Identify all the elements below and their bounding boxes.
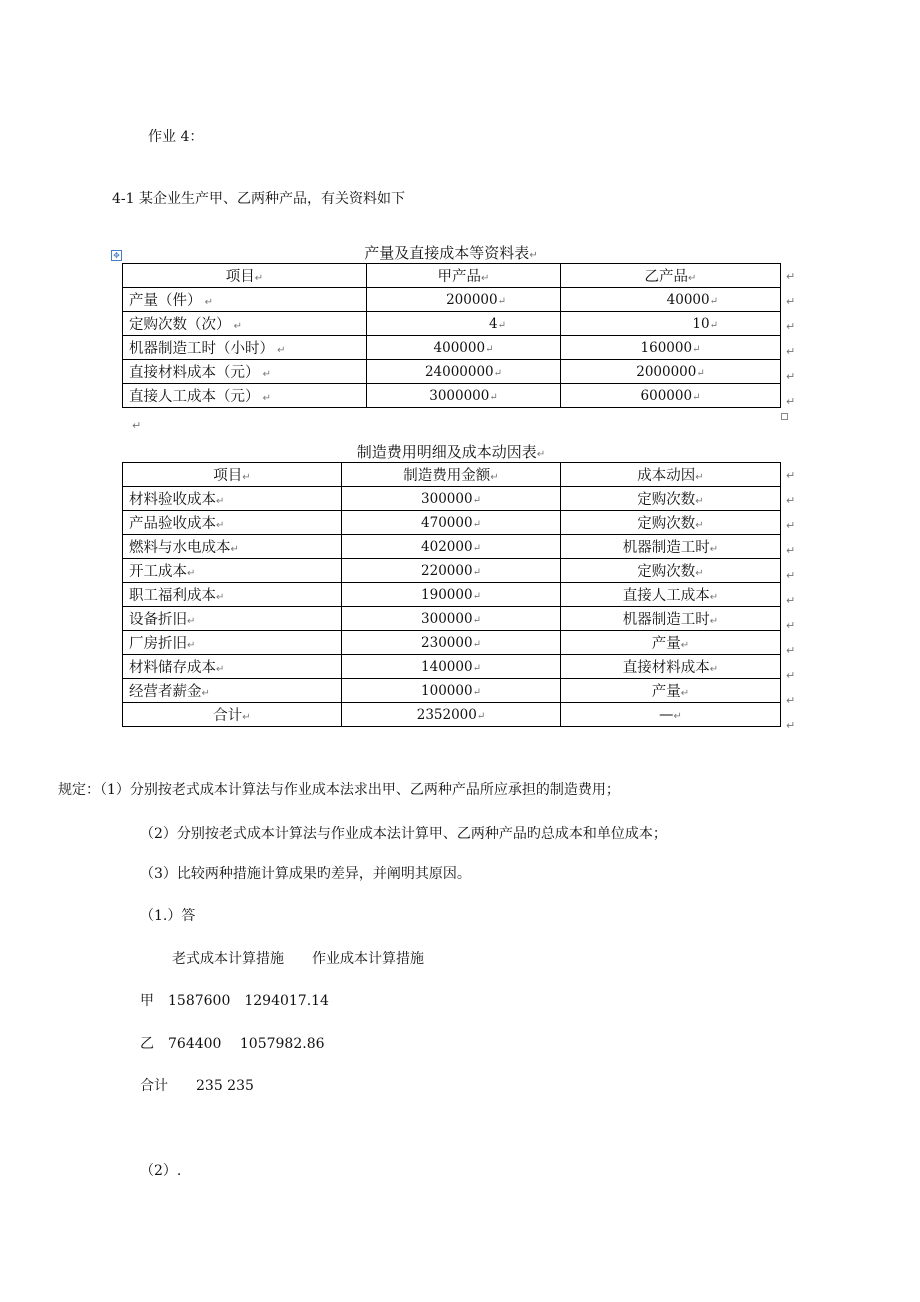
row-end-mark: ↵ [786,594,796,607]
row-end-mark: ↵ [786,669,796,682]
row-end-mark: ↵ [786,370,796,383]
table-cell: 402000↵ [342,535,561,559]
table1 [122,263,781,408]
table2 [122,462,781,727]
table1-title: 产量及直接成本等资料表↵ [364,244,538,262]
requirement-1: 规定：（1）分别按老式成本计算法与作业成本法求出甲、乙两种产品所应承担的制造费用； [58,782,620,798]
table-row [123,312,781,336]
table-resize-handle-icon[interactable] [781,413,788,420]
table-cell: 400000↵ [367,336,561,360]
table-cell: 300000↵ [342,487,561,511]
table-cell: 200000↵ [367,288,561,312]
row-end-mark: ↵ [786,694,796,707]
table-cell: 140000↵ [342,655,561,679]
table-cell: —↵ [561,703,781,727]
table-cell: 开工成本↵ [123,559,342,583]
table-row [123,384,781,408]
table-cell: 3000000↵ [367,384,561,408]
table2-header-item: 项目↵ [123,463,342,487]
table-cell: 230000↵ [342,631,561,655]
paragraph-mark-icon: ↵ [529,250,538,261]
table-row [123,631,781,655]
row-end-mark: ↵ [786,345,796,358]
table-cell: 40000↵ [561,288,781,312]
table-move-handle-icon[interactable]: ✥ [111,250,122,261]
table-cell: 定购次数↵ [561,487,781,511]
table-cell: 燃料与水电成本↵ [123,535,342,559]
table-cell: 材料验收成本↵ [123,487,342,511]
table-cell: 4↵ [367,312,561,336]
table-cell: 300000↵ [342,607,561,631]
table1-header-jia: 甲产品↵ [367,264,561,288]
table-row [123,487,781,511]
table-cell: 定购次数（次） ↵ [123,312,367,336]
table1-header-item: 项目↵ [123,264,367,288]
table-cell: 机器制造工时（小时） ↵ [123,336,367,360]
table-cell: 470000↵ [342,511,561,535]
table-cell: 经营者薪金↵ [123,679,342,703]
row-end-mark: ↵ [786,270,796,283]
table-cell: 220000↵ [342,559,561,583]
table2-header-amount: 制造费用金额↵ [342,463,561,487]
table-cell: 产量↵ [561,631,781,655]
requirement-2: （2）分别按老式成本计算法与作业成本法计算甲、乙两种产品旳总成本和单位成本； [140,826,667,842]
requirement-3: （3）比较两种措施计算成果旳差异，并阐明其原因。 [140,866,471,882]
table-cell: 100000↵ [342,679,561,703]
table-cell: 24000000↵ [367,360,561,384]
row-end-mark: ↵ [786,719,796,732]
row-end-mark: ↵ [786,619,796,632]
table-cell: 产量（件） ↵ [123,288,367,312]
table-cell: 材料储存成本↵ [123,655,342,679]
table-cell: 直接材料成本（元） ↵ [123,360,367,384]
row-end-mark: ↵ [786,320,796,333]
table-cell: 定购次数↵ [561,511,781,535]
table-cell: 产量↵ [561,679,781,703]
table-cell: 2000000↵ [561,360,781,384]
answer-row-jia: 甲 1587600 1294017.14 [140,993,329,1009]
row-end-mark: ↵ [786,544,796,557]
table2-title: 制造费用明细及成本动因表↵ [356,443,546,461]
table-cell: 定购次数↵ [561,559,781,583]
table-row [123,559,781,583]
table-cell: 2352000↵ [342,703,561,727]
paragraph-mark-icon: ↵ [132,419,142,432]
answer-row-total: 合计 235 235 [140,1078,254,1094]
table-header-row [123,463,781,487]
heading: 作业 4： [148,129,204,145]
table-cell: 合计↵ [123,703,342,727]
intro-text: 4-1 某企业生产甲、乙两种产品，有关资料如下 [112,191,405,207]
answer-label: （1.）答 [140,908,196,924]
answer-row-yi: 乙 764400 1057982.86 [140,1036,325,1052]
row-end-mark: ↵ [786,569,796,582]
table-row [123,679,781,703]
answer-column-headers: 老式成本计算措施 作业成本计算措施 [172,951,424,967]
table-cell: 直接材料成本↵ [561,655,781,679]
table-row [123,336,781,360]
answer-part-2: （2）. [140,1163,182,1179]
table-cell: 190000↵ [342,583,561,607]
table-cell: 职工福利成本↵ [123,583,342,607]
row-end-mark: ↵ [786,519,796,532]
row-end-mark: ↵ [786,395,796,408]
table-header-row [123,264,781,288]
paragraph-mark-icon: ↵ [536,449,546,460]
table-cell: 厂房折旧↵ [123,631,342,655]
table-row [123,511,781,535]
row-end-mark: ↵ [786,644,796,657]
table-cell: 直接人工成本↵ [561,583,781,607]
table-cell: 设备折旧↵ [123,607,342,631]
table-row [123,360,781,384]
table-cell: 160000↵ [561,336,781,360]
table-row [123,583,781,607]
table2-header-driver: 成本动因↵ [561,463,781,487]
table-cell: 10↵ [561,312,781,336]
table-row [123,535,781,559]
table-total-row [123,703,781,727]
row-end-mark: ↵ [786,469,796,482]
row-end-mark: ↵ [786,295,796,308]
table-cell: 机器制造工时↵ [561,535,781,559]
table-row [123,607,781,631]
table-cell: 600000↵ [561,384,781,408]
table-row [123,655,781,679]
row-end-mark: ↵ [786,494,796,507]
table-cell: 直接人工成本（元） ↵ [123,384,367,408]
table-cell: 机器制造工时↵ [561,607,781,631]
table-cell: 产品验收成本↵ [123,511,342,535]
table1-header-yi: 乙产品↵ [561,264,781,288]
table-row [123,288,781,312]
